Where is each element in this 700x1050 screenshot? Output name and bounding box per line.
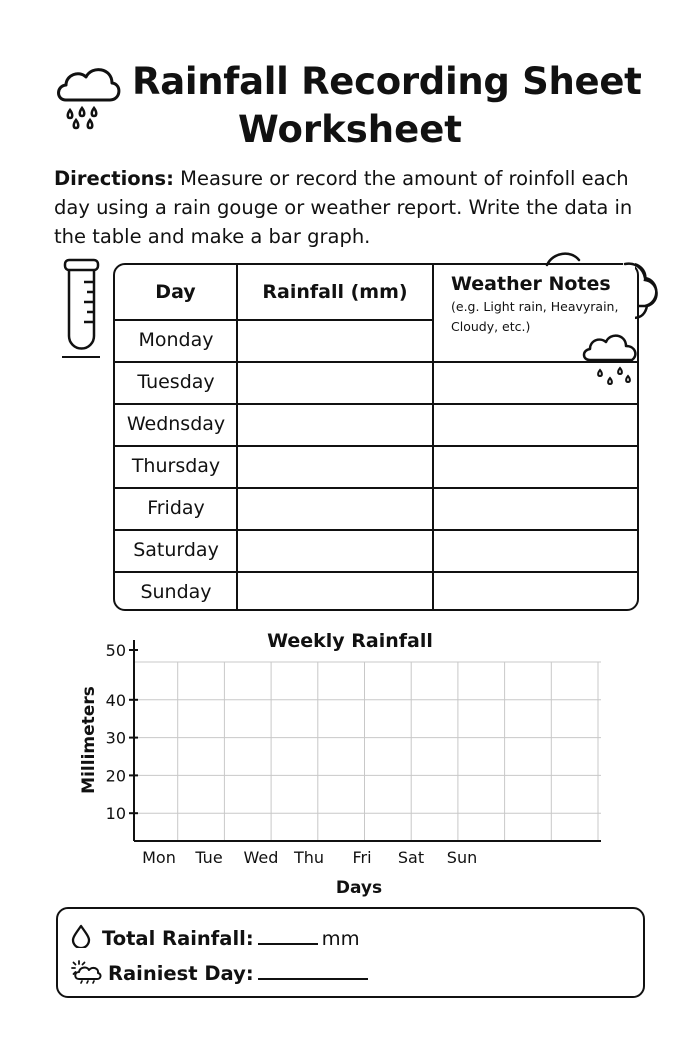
test-tube-icon <box>60 258 106 362</box>
y-tick-label: 20 <box>105 766 126 786</box>
table-divider <box>115 529 637 531</box>
chart-grid <box>134 662 601 841</box>
x-tick-label: Fri <box>352 848 372 867</box>
x-tick-label: Tue <box>195 848 223 867</box>
x-tick-label: Mon <box>142 848 176 867</box>
chart-y-axis-label: Millimeters <box>79 686 99 794</box>
chart-ticks <box>106 641 478 867</box>
table-divider <box>115 403 637 405</box>
table-row-day: Sunday <box>140 581 212 603</box>
page-title: Rainfall Recording Sheet <box>132 60 642 103</box>
summary-box <box>56 907 645 998</box>
y-tick-label: 10 <box>105 804 126 824</box>
table-row-day: Wednsday <box>126 413 226 435</box>
table-row-day: Monday <box>138 329 214 351</box>
rainiest-day-row <box>70 960 372 985</box>
chart-x-axis-label: Days <box>335 878 383 898</box>
rainiest-day-label: Rainiest Day: <box>108 962 254 985</box>
table-divider <box>115 361 637 363</box>
table-divider <box>115 487 637 489</box>
x-tick-label: Thu <box>293 848 325 867</box>
rainiest-day-blank[interactable] <box>258 976 368 980</box>
directions-body: Measure or record the amount of roinfoll each day using a rain gouge or weather report. Write the data in the table and make a bar graph. <box>54 167 633 248</box>
cloud-rain-icon <box>580 326 642 398</box>
y-tick-label: 50 <box>105 641 126 660</box>
header-notes-title: Weather Notes <box>451 273 611 295</box>
header-day: Day <box>155 281 196 303</box>
raindrop-icon <box>70 924 92 948</box>
x-tick-label: Sat <box>397 848 425 867</box>
total-rainfall-blank[interactable] <box>258 941 318 945</box>
sun-cloud-icon <box>70 960 102 984</box>
cloud-icon <box>535 248 665 323</box>
directions-text <box>54 164 654 251</box>
page-subtitle: Worksheet <box>237 108 462 151</box>
x-tick-label: Wed <box>243 848 279 867</box>
total-rainfall-unit: mm <box>321 927 360 950</box>
table-row-day: Saturday <box>133 539 219 561</box>
table-divider <box>432 265 434 609</box>
table-row-day: Tuesday <box>137 371 215 393</box>
table-row-day: Friday <box>147 497 205 519</box>
table-divider <box>115 571 637 573</box>
total-rainfall-row <box>70 924 360 950</box>
header-rainfall: Rainfall (mm) <box>262 281 408 303</box>
table-row-day: Thursday <box>131 455 221 477</box>
header-notes-example: (e.g. Light rain, Heavyrain, Cloudy, etc.) <box>451 299 619 334</box>
directions-label: Directions: <box>54 167 174 190</box>
x-tick-label: Sun <box>446 848 478 867</box>
total-rainfall-label: Total Rainfall: <box>102 927 254 950</box>
chart-axes <box>134 640 601 841</box>
table-divider <box>115 319 434 321</box>
weekly-rainfall-chart <box>0 620 700 905</box>
y-tick-label: 40 <box>105 690 126 710</box>
chart-title: Weekly Rainfall <box>267 630 433 652</box>
table-divider <box>115 445 637 447</box>
y-tick-label: 30 <box>105 728 126 748</box>
